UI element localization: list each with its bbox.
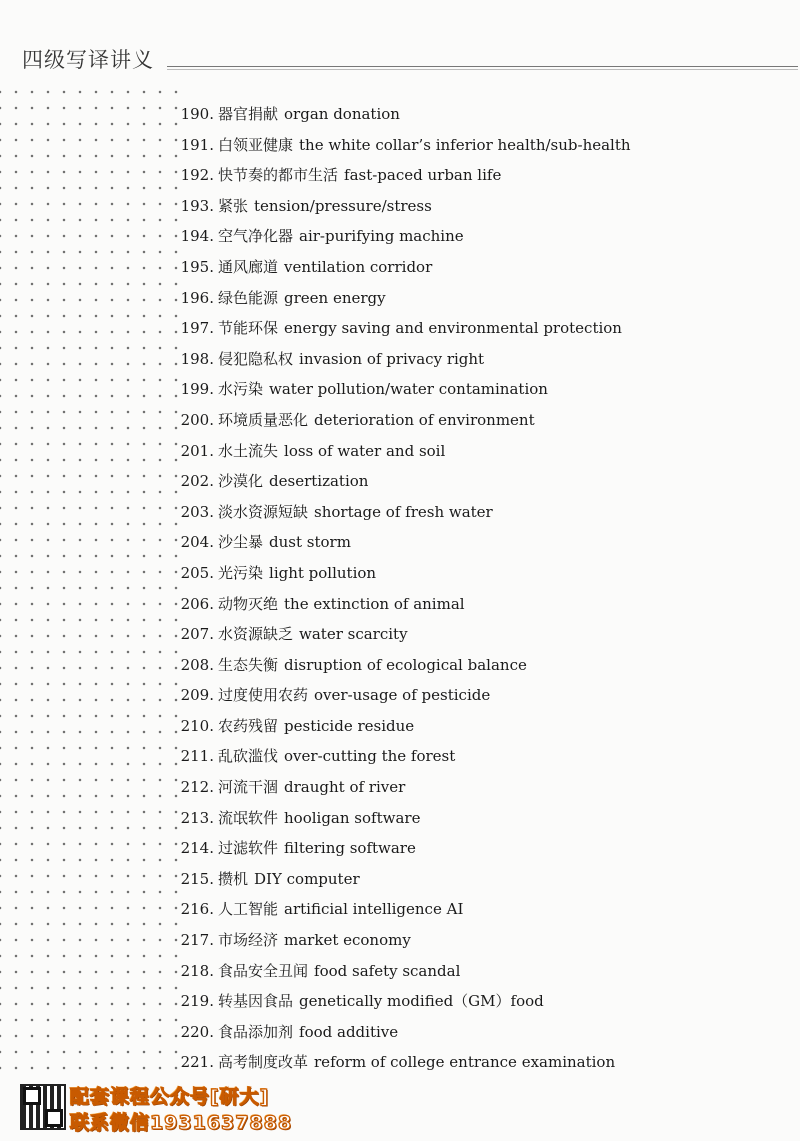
- entry-chinese: 动物灭绝: [218, 594, 279, 613]
- page-header: [22, 38, 798, 78]
- list-item: [0, 925, 800, 956]
- entry-number: 191.: [180, 135, 214, 154]
- entry-chinese: 光污染: [218, 563, 264, 582]
- entry-number: 193.: [180, 196, 214, 215]
- entry-english: disruption of ecological balance: [284, 655, 527, 674]
- entry-chinese: 紧张: [218, 196, 249, 215]
- entry-english: desertization: [269, 472, 369, 491]
- entry-chinese: 淡水资源短缺: [218, 502, 309, 521]
- entry-text: [218, 252, 432, 283]
- entry-number: 197.: [180, 319, 214, 338]
- entry-chinese: 环境质量恶化: [218, 410, 309, 429]
- entry-text: [218, 650, 527, 681]
- entry-chinese: 绿色能源: [218, 288, 279, 307]
- entry-chinese: 白领亚健康: [218, 135, 294, 154]
- list-item: [0, 833, 800, 864]
- entry-english: over-cutting the forest: [284, 747, 456, 766]
- entry-number: 190.: [180, 105, 214, 123]
- entry-number: 211.: [180, 747, 214, 766]
- entry-number: 198.: [180, 349, 214, 368]
- entry-text: [218, 711, 414, 742]
- header-rule-secondary: [167, 69, 798, 70]
- list-item: [0, 1017, 800, 1048]
- promo-line-course: 配套课程公众号[研大]: [70, 1086, 270, 1108]
- entry-text: [218, 894, 463, 925]
- list-item: [0, 374, 800, 405]
- entry-number: 221.: [180, 1053, 214, 1072]
- list-item: [0, 619, 800, 650]
- entry-text: [218, 99, 400, 130]
- entry-english: the extinction of animal: [284, 594, 465, 613]
- list-item: [0, 527, 800, 558]
- list-item: [0, 497, 800, 528]
- entry-number: 213.: [180, 808, 214, 827]
- list-item: [0, 160, 800, 191]
- list-item: [0, 283, 800, 314]
- list-item: [0, 313, 800, 344]
- entry-number: 218.: [180, 961, 214, 980]
- entry-english: fast-paced urban life: [344, 166, 502, 185]
- entry-text: [218, 160, 501, 191]
- entry-number: 205.: [180, 563, 214, 582]
- entry-english: over-usage of pesticide: [314, 686, 491, 705]
- entry-english: DIY computer: [254, 869, 360, 888]
- entry-text: [218, 497, 493, 528]
- list-item: [0, 99, 800, 130]
- entry-chinese: 沙尘暴: [218, 533, 264, 552]
- list-item: [0, 864, 800, 895]
- entry-english: tension/pressure/stress: [254, 196, 432, 215]
- header-title: 四级写译讲义: [22, 48, 154, 72]
- entry-number: 199.: [180, 380, 214, 399]
- list-item: [0, 344, 800, 375]
- entry-text: [218, 956, 460, 987]
- entry-text: [218, 1047, 615, 1078]
- entry-text: [218, 466, 368, 497]
- entry-number: 207.: [180, 625, 214, 644]
- entry-chinese: 快节奏的都市生活: [218, 166, 339, 185]
- entry-chinese: 节能环保: [218, 319, 279, 338]
- entry-text: [218, 589, 465, 620]
- entry-english: market economy: [284, 931, 411, 950]
- entry-number: 215.: [180, 869, 214, 888]
- entry-text: [218, 221, 464, 252]
- entry-chinese: 河流干涸: [218, 778, 279, 797]
- entry-chinese: 水资源缺乏: [218, 625, 294, 644]
- entry-chinese: 通风廊道: [218, 257, 279, 276]
- entry-chinese: 高考制度改革: [218, 1053, 309, 1072]
- entry-text: [218, 833, 416, 864]
- list-item: [0, 466, 800, 497]
- list-item: [0, 894, 800, 925]
- entry-text: [218, 1017, 398, 1048]
- entry-chinese: 人工智能: [218, 900, 279, 919]
- entry-number: 208.: [180, 655, 214, 674]
- footer-promo: [20, 1080, 320, 1138]
- entry-text: [218, 374, 548, 405]
- list-item: [0, 741, 800, 772]
- entry-number: 220.: [180, 1022, 214, 1041]
- list-item: [0, 558, 800, 589]
- entry-chinese: 食品添加剂: [218, 1022, 294, 1041]
- entry-chinese: 市场经济: [218, 931, 279, 950]
- promo-line-contact: 联系微信1931637888: [70, 1112, 293, 1134]
- entry-number: 219.: [180, 992, 214, 1011]
- entry-english: organ donation: [284, 105, 400, 123]
- entry-english: loss of water and soil: [284, 441, 446, 460]
- entry-text: [218, 191, 432, 222]
- entry-text: [218, 344, 484, 375]
- entry-number: 195.: [180, 257, 214, 276]
- entry-text: [218, 527, 351, 558]
- entry-english: food additive: [299, 1022, 399, 1041]
- list-item: [0, 1047, 800, 1078]
- entry-number: 214.: [180, 839, 214, 858]
- list-item: [0, 772, 800, 803]
- entry-text: [218, 619, 408, 650]
- vocabulary-list: [0, 99, 800, 1078]
- entry-english: reform of college entrance examination: [314, 1053, 616, 1072]
- entry-english: green energy: [284, 288, 386, 307]
- entry-english: genetically modified（GM）food: [299, 992, 544, 1011]
- entry-number: 206.: [180, 594, 214, 613]
- entry-english: light pollution: [269, 563, 377, 582]
- entry-number: 196.: [180, 288, 214, 307]
- entry-english: pesticide residue: [284, 716, 415, 735]
- entry-text: [218, 405, 535, 436]
- entry-number: 204.: [180, 533, 214, 552]
- entry-english: the white collar’s inferior health/sub-health: [299, 135, 631, 154]
- list-item: [0, 191, 800, 222]
- entry-chinese: 侵犯隐私权: [218, 349, 294, 368]
- entry-text: [218, 741, 455, 772]
- entry-english: water pollution/water contamination: [269, 380, 548, 399]
- entry-chinese: 过滤软件: [218, 839, 279, 858]
- entry-chinese: 转基因食品: [218, 992, 294, 1011]
- list-item: [0, 986, 800, 1017]
- entry-english: artificial intelligence AI: [284, 900, 464, 919]
- list-item: [0, 436, 800, 467]
- entry-number: 212.: [180, 778, 214, 797]
- entry-number: 202.: [180, 472, 214, 491]
- entry-english: filtering software: [284, 839, 416, 858]
- entry-english: deterioration of environment: [314, 410, 535, 429]
- entry-english: hooligan software: [284, 808, 421, 827]
- entry-english: shortage of fresh water: [314, 502, 493, 521]
- list-item: [0, 711, 800, 742]
- entry-text: [218, 436, 445, 467]
- entry-chinese: 农药残留: [218, 716, 279, 735]
- entry-chinese: 乱砍滥伐: [218, 747, 279, 766]
- entry-number: 210.: [180, 716, 214, 735]
- header-rule: [167, 66, 798, 67]
- entry-chinese: 沙漠化: [218, 472, 264, 491]
- entry-chinese: 水污染: [218, 380, 264, 399]
- entry-number: 192.: [180, 166, 214, 185]
- list-item: [0, 589, 800, 620]
- entry-number: 200.: [180, 410, 214, 429]
- entry-chinese: 水土流失: [218, 441, 279, 460]
- entry-number: 209.: [180, 686, 214, 705]
- entry-text: [218, 864, 360, 895]
- list-item: [0, 680, 800, 711]
- entry-text: [218, 283, 386, 314]
- entry-english: water scarcity: [299, 625, 408, 644]
- entry-chinese: 攒机: [218, 869, 249, 888]
- list-item: [0, 803, 800, 834]
- entry-number: 216.: [180, 900, 214, 919]
- entry-number: 217.: [180, 931, 214, 950]
- qr-code-icon: [20, 1084, 66, 1130]
- entry-english: air-purifying machine: [299, 227, 464, 246]
- entry-chinese: 器官捐献: [218, 105, 279, 123]
- list-item: [0, 221, 800, 252]
- entry-number: 201.: [180, 441, 214, 460]
- list-item: [0, 405, 800, 436]
- list-item: [0, 956, 800, 987]
- entry-english: dust storm: [269, 533, 351, 552]
- entry-english: food safety scandal: [314, 961, 461, 980]
- list-item: [0, 650, 800, 681]
- entry-english: draught of river: [284, 778, 406, 797]
- entry-number: 203.: [180, 502, 214, 521]
- entry-text: [218, 558, 376, 589]
- entry-text: [218, 803, 420, 834]
- entry-chinese: 生态失衡: [218, 655, 279, 674]
- entry-english: invasion of privacy right: [299, 349, 485, 368]
- entry-text: [218, 772, 405, 803]
- entry-text: [218, 925, 411, 956]
- entry-text: [218, 680, 490, 711]
- entry-english: ventilation corridor: [284, 257, 433, 276]
- entry-chinese: 空气净化器: [218, 227, 294, 246]
- entry-number: 194.: [180, 227, 214, 246]
- entry-chinese: 流氓软件: [218, 808, 279, 827]
- list-item: [0, 252, 800, 283]
- list-item: [0, 130, 800, 161]
- entry-text: [218, 313, 622, 344]
- entry-text: [218, 986, 544, 1017]
- entry-text: [218, 130, 631, 161]
- entry-chinese: 食品安全丑闻: [218, 961, 309, 980]
- entry-english: energy saving and environmental protection: [284, 319, 622, 338]
- entry-chinese: 过度使用农药: [218, 686, 309, 705]
